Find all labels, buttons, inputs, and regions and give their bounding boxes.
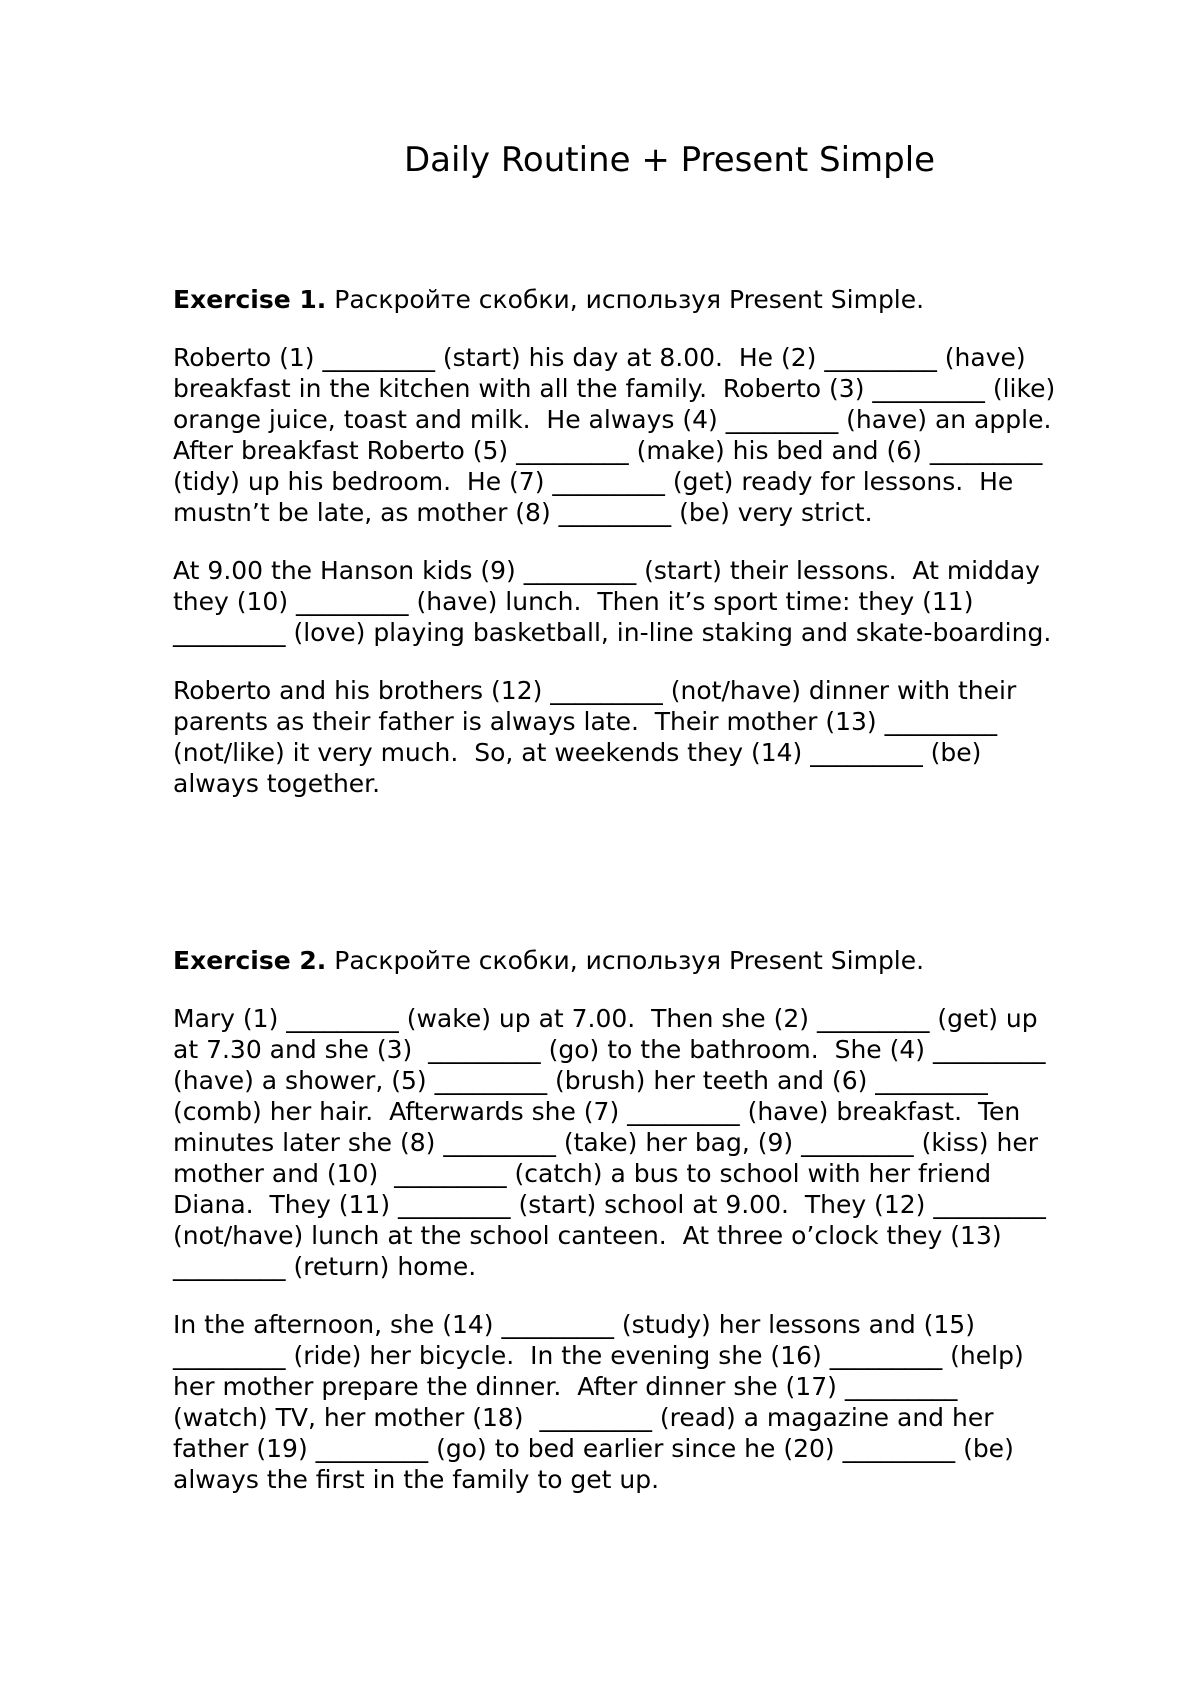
text-line: at 7.30 and she (3) _________ (go) to the bathroom. She (4) _________ [173, 1035, 1046, 1064]
page-title: Daily Routine + Present Simple [404, 140, 936, 180]
text-line: minutes later she (8) _________ (take) her bag, (9) _________ (kiss) her [173, 1128, 1039, 1157]
text-line: mustn’t be late, as mother (8) _________ (be) very strict. [173, 498, 873, 527]
exercise-1-paragraph-3 [173, 675, 1133, 799]
text-line: parents as their father is always late. Their mother (13) _________ [173, 707, 998, 736]
text-line: Mary (1) _________ (wake) up at 7.00. Then she (2) _________ (get) up [173, 1004, 1038, 1033]
exercise-1 [173, 285, 1133, 826]
text-line: After breakfast Roberto (5) _________ (make) his bed and (6) _________ [173, 436, 1043, 465]
exercise-instruction: Раскройте скобки, используя Present Simple. [334, 946, 925, 975]
text-line: _________ (return) home. [173, 1252, 477, 1281]
text-line: _________ (love) playing basketball, in-line staking and skate-boarding. [173, 618, 1052, 647]
text-line: breakfast in the kitchen with all the family. Roberto (3) _________ (like) [173, 374, 1056, 403]
text-line: (not/have) lunch at the school canteen. At three o’clock they (13) [173, 1221, 1002, 1250]
text-line: (have) a shower, (5) _________ (brush) her teeth and (6) _________ [173, 1066, 988, 1095]
text-line: Roberto (1) _________ (start) his day at 8.00. He (2) _________ (have) [173, 343, 1026, 372]
text-line: father (19) _________ (go) to bed earlier since he (20) _________ (be) [173, 1434, 1014, 1463]
text-line: _________ (ride) her bicycle. In the evening she (16) _________ (help) [173, 1341, 1024, 1370]
text-line: her mother prepare the dinner. After dinner she (17) _________ [173, 1372, 958, 1401]
text-line: orange juice, toast and milk. He always (4) _________ (have) an apple. [173, 405, 1052, 434]
exercise-2-paragraph-1 [173, 1003, 1133, 1282]
exercise-2 [173, 946, 1133, 1522]
text-line: mother and (10) _________ (catch) a bus to school with her friend [173, 1159, 992, 1188]
text-line: always together. [173, 769, 381, 798]
text-line: always the first in the family to get up. [173, 1465, 660, 1494]
exercise-1-paragraph-2 [173, 555, 1133, 648]
exercise-label: Exercise 1. [173, 285, 327, 314]
text-line: (watch) TV, her mother (18) _________ (read) a magazine and her [173, 1403, 994, 1432]
text-line: (tidy) up his bedroom. He (7) _________ (get) ready for lessons. He [173, 467, 1014, 496]
exercise-label: Exercise 2. [173, 946, 327, 975]
exercise-instruction: Раскройте скобки, используя Present Simple. [334, 285, 925, 314]
text-line: (comb) her hair. Afterwards she (7) _________ (have) breakfast. Ten [173, 1097, 1021, 1126]
text-line: At 9.00 the Hanson kids (9) _________ (start) their lessons. At midday [173, 556, 1040, 585]
text-line: In the afternoon, she (14) _________ (study) her lessons and (15) [173, 1310, 975, 1339]
text-line: Diana. They (11) _________ (start) school at 9.00. They (12) _________ [173, 1190, 1046, 1219]
text-line: Roberto and his brothers (12) _________ (not/have) dinner with their [173, 676, 1017, 705]
exercise-heading [173, 946, 1133, 976]
exercise-2-paragraph-2 [173, 1309, 1133, 1495]
text-line: (not/like) it very much. So, at weekends they (14) _________ (be) [173, 738, 982, 767]
exercise-heading [173, 285, 1133, 315]
exercise-1-paragraph-1 [173, 342, 1133, 528]
text-line: they (10) _________ (have) lunch. Then it’s sport time: they (11) [173, 587, 974, 616]
